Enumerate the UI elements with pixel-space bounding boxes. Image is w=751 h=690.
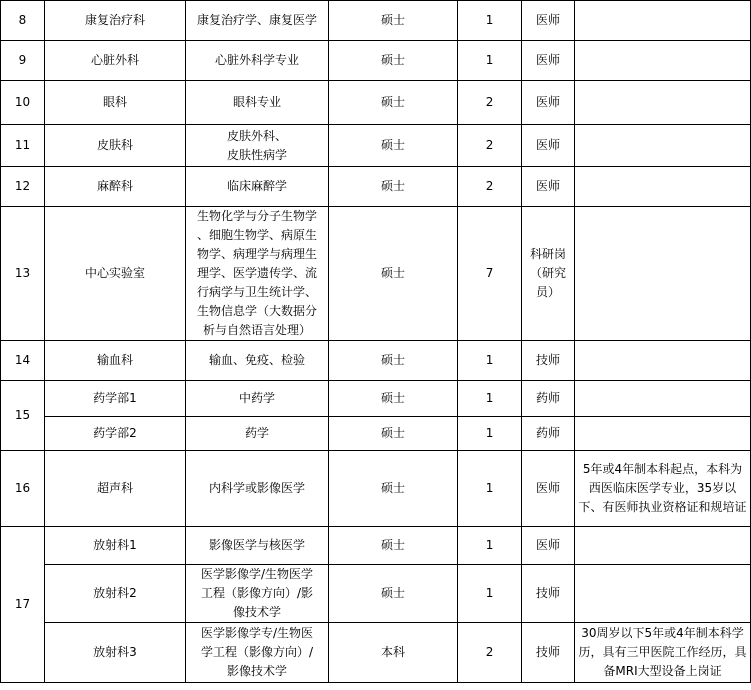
department: 康复治疗科 [45, 1, 186, 41]
headcount: 1 [458, 1, 522, 41]
department: 超声科 [45, 451, 186, 527]
row-number: 16 [1, 451, 45, 527]
degree: 硕士 [329, 207, 458, 341]
post-type: 技师 [522, 341, 575, 381]
headcount: 1 [458, 341, 522, 381]
table-row [1, 41, 751, 81]
table-row [1, 125, 751, 167]
major: 影像医学与核医学 [186, 527, 329, 565]
row-number: 15 [1, 381, 45, 451]
requirement-note [575, 381, 751, 417]
table-row [1, 451, 751, 527]
row-number: 12 [1, 167, 45, 207]
department: 心脏外科 [45, 41, 186, 81]
post-type: 医师 [522, 81, 575, 125]
degree: 硕士 [329, 167, 458, 207]
department: 药学部1 [45, 381, 186, 417]
department: 皮肤科 [45, 125, 186, 167]
department: 药学部2 [45, 417, 186, 451]
requirement-note [575, 565, 751, 623]
headcount: 2 [458, 167, 522, 207]
post-type: 医师 [522, 527, 575, 565]
degree: 硕士 [329, 381, 458, 417]
department: 眼科 [45, 81, 186, 125]
row-number: 10 [1, 81, 45, 125]
row-number: 13 [1, 207, 45, 341]
major: 中药学 [186, 381, 329, 417]
department: 麻醉科 [45, 167, 186, 207]
requirement-note: 5年或4年制本科起点，本科为西医临床医学专业，35岁以下、有医师执业资格证和规培证 [575, 451, 751, 527]
degree: 硕士 [329, 125, 458, 167]
row-number: 17 [1, 527, 45, 683]
table-row [1, 1, 751, 41]
table-row [1, 341, 751, 381]
department: 中心实验室 [45, 207, 186, 341]
table-row [1, 527, 751, 565]
post-type: 科研岗 （研究员） [522, 207, 575, 341]
row-number: 14 [1, 341, 45, 381]
post-type: 技师 [522, 565, 575, 623]
major: 内科学或影像医学 [186, 451, 329, 527]
department: 放射科2 [45, 565, 186, 623]
headcount: 2 [458, 81, 522, 125]
post-type: 医师 [522, 451, 575, 527]
headcount: 1 [458, 41, 522, 81]
degree: 硕士 [329, 527, 458, 565]
department: 放射科3 [45, 623, 186, 683]
degree: 硕士 [329, 451, 458, 527]
major: 生物化学与分子生物学 、细胞生物学、病原生 物学、病理学与病理生 理学、医学遗传学、流 行病学与卫生统计学、 生物信息学（大数据分 析与自然语言处理） [186, 207, 329, 341]
table-row [1, 381, 751, 417]
headcount: 1 [458, 451, 522, 527]
degree: 硕士 [329, 417, 458, 451]
major: 心脏外科学专业 [186, 41, 329, 81]
row-number: 8 [1, 1, 45, 41]
headcount: 1 [458, 417, 522, 451]
table-row [1, 207, 751, 341]
headcount: 1 [458, 381, 522, 417]
requirement-note [575, 417, 751, 451]
headcount: 7 [458, 207, 522, 341]
post-type: 医师 [522, 41, 575, 81]
major: 眼科专业 [186, 81, 329, 125]
row-number: 11 [1, 125, 45, 167]
post-type: 药师 [522, 417, 575, 451]
table-row [1, 565, 751, 623]
post-type: 医师 [522, 167, 575, 207]
post-type: 医师 [522, 125, 575, 167]
degree: 硕士 [329, 341, 458, 381]
requirement-note [575, 167, 751, 207]
requirement-note [575, 81, 751, 125]
post-type: 医师 [522, 1, 575, 41]
major: 医学影像学/生物医学 工程（影像方向）/影 像技术学 [186, 565, 329, 623]
headcount: 2 [458, 623, 522, 683]
department: 输血科 [45, 341, 186, 381]
requirement-note [575, 207, 751, 341]
headcount: 1 [458, 565, 522, 623]
major: 临床麻醉学 [186, 167, 329, 207]
requirement-note [575, 125, 751, 167]
headcount: 1 [458, 527, 522, 565]
requirement-note [575, 341, 751, 381]
requirement-note [575, 41, 751, 81]
table-row [1, 81, 751, 125]
table-row [1, 167, 751, 207]
major: 输血、免疫、检验 [186, 341, 329, 381]
requirement-note: 30周岁以下5年或4年制本科学历，具有三甲医院工作经历，具备MRI大型设备上岗证 [575, 623, 751, 683]
degree: 硕士 [329, 41, 458, 81]
major: 康复治疗学、康复医学 [186, 1, 329, 41]
post-type: 技师 [522, 623, 575, 683]
headcount: 2 [458, 125, 522, 167]
major: 医学影像学专/生物医 学工程（影像方向）/ 影像技术学 [186, 623, 329, 683]
degree: 硕士 [329, 1, 458, 41]
degree: 硕士 [329, 81, 458, 125]
table-row [1, 623, 751, 683]
row-number: 9 [1, 41, 45, 81]
major: 药学 [186, 417, 329, 451]
requirement-note [575, 1, 751, 41]
major: 皮肤外科、 皮肤性病学 [186, 125, 329, 167]
table-row [1, 417, 751, 451]
requirement-note [575, 527, 751, 565]
degree: 本科 [329, 623, 458, 683]
post-type: 药师 [522, 381, 575, 417]
degree: 硕士 [329, 565, 458, 623]
department: 放射科1 [45, 527, 186, 565]
